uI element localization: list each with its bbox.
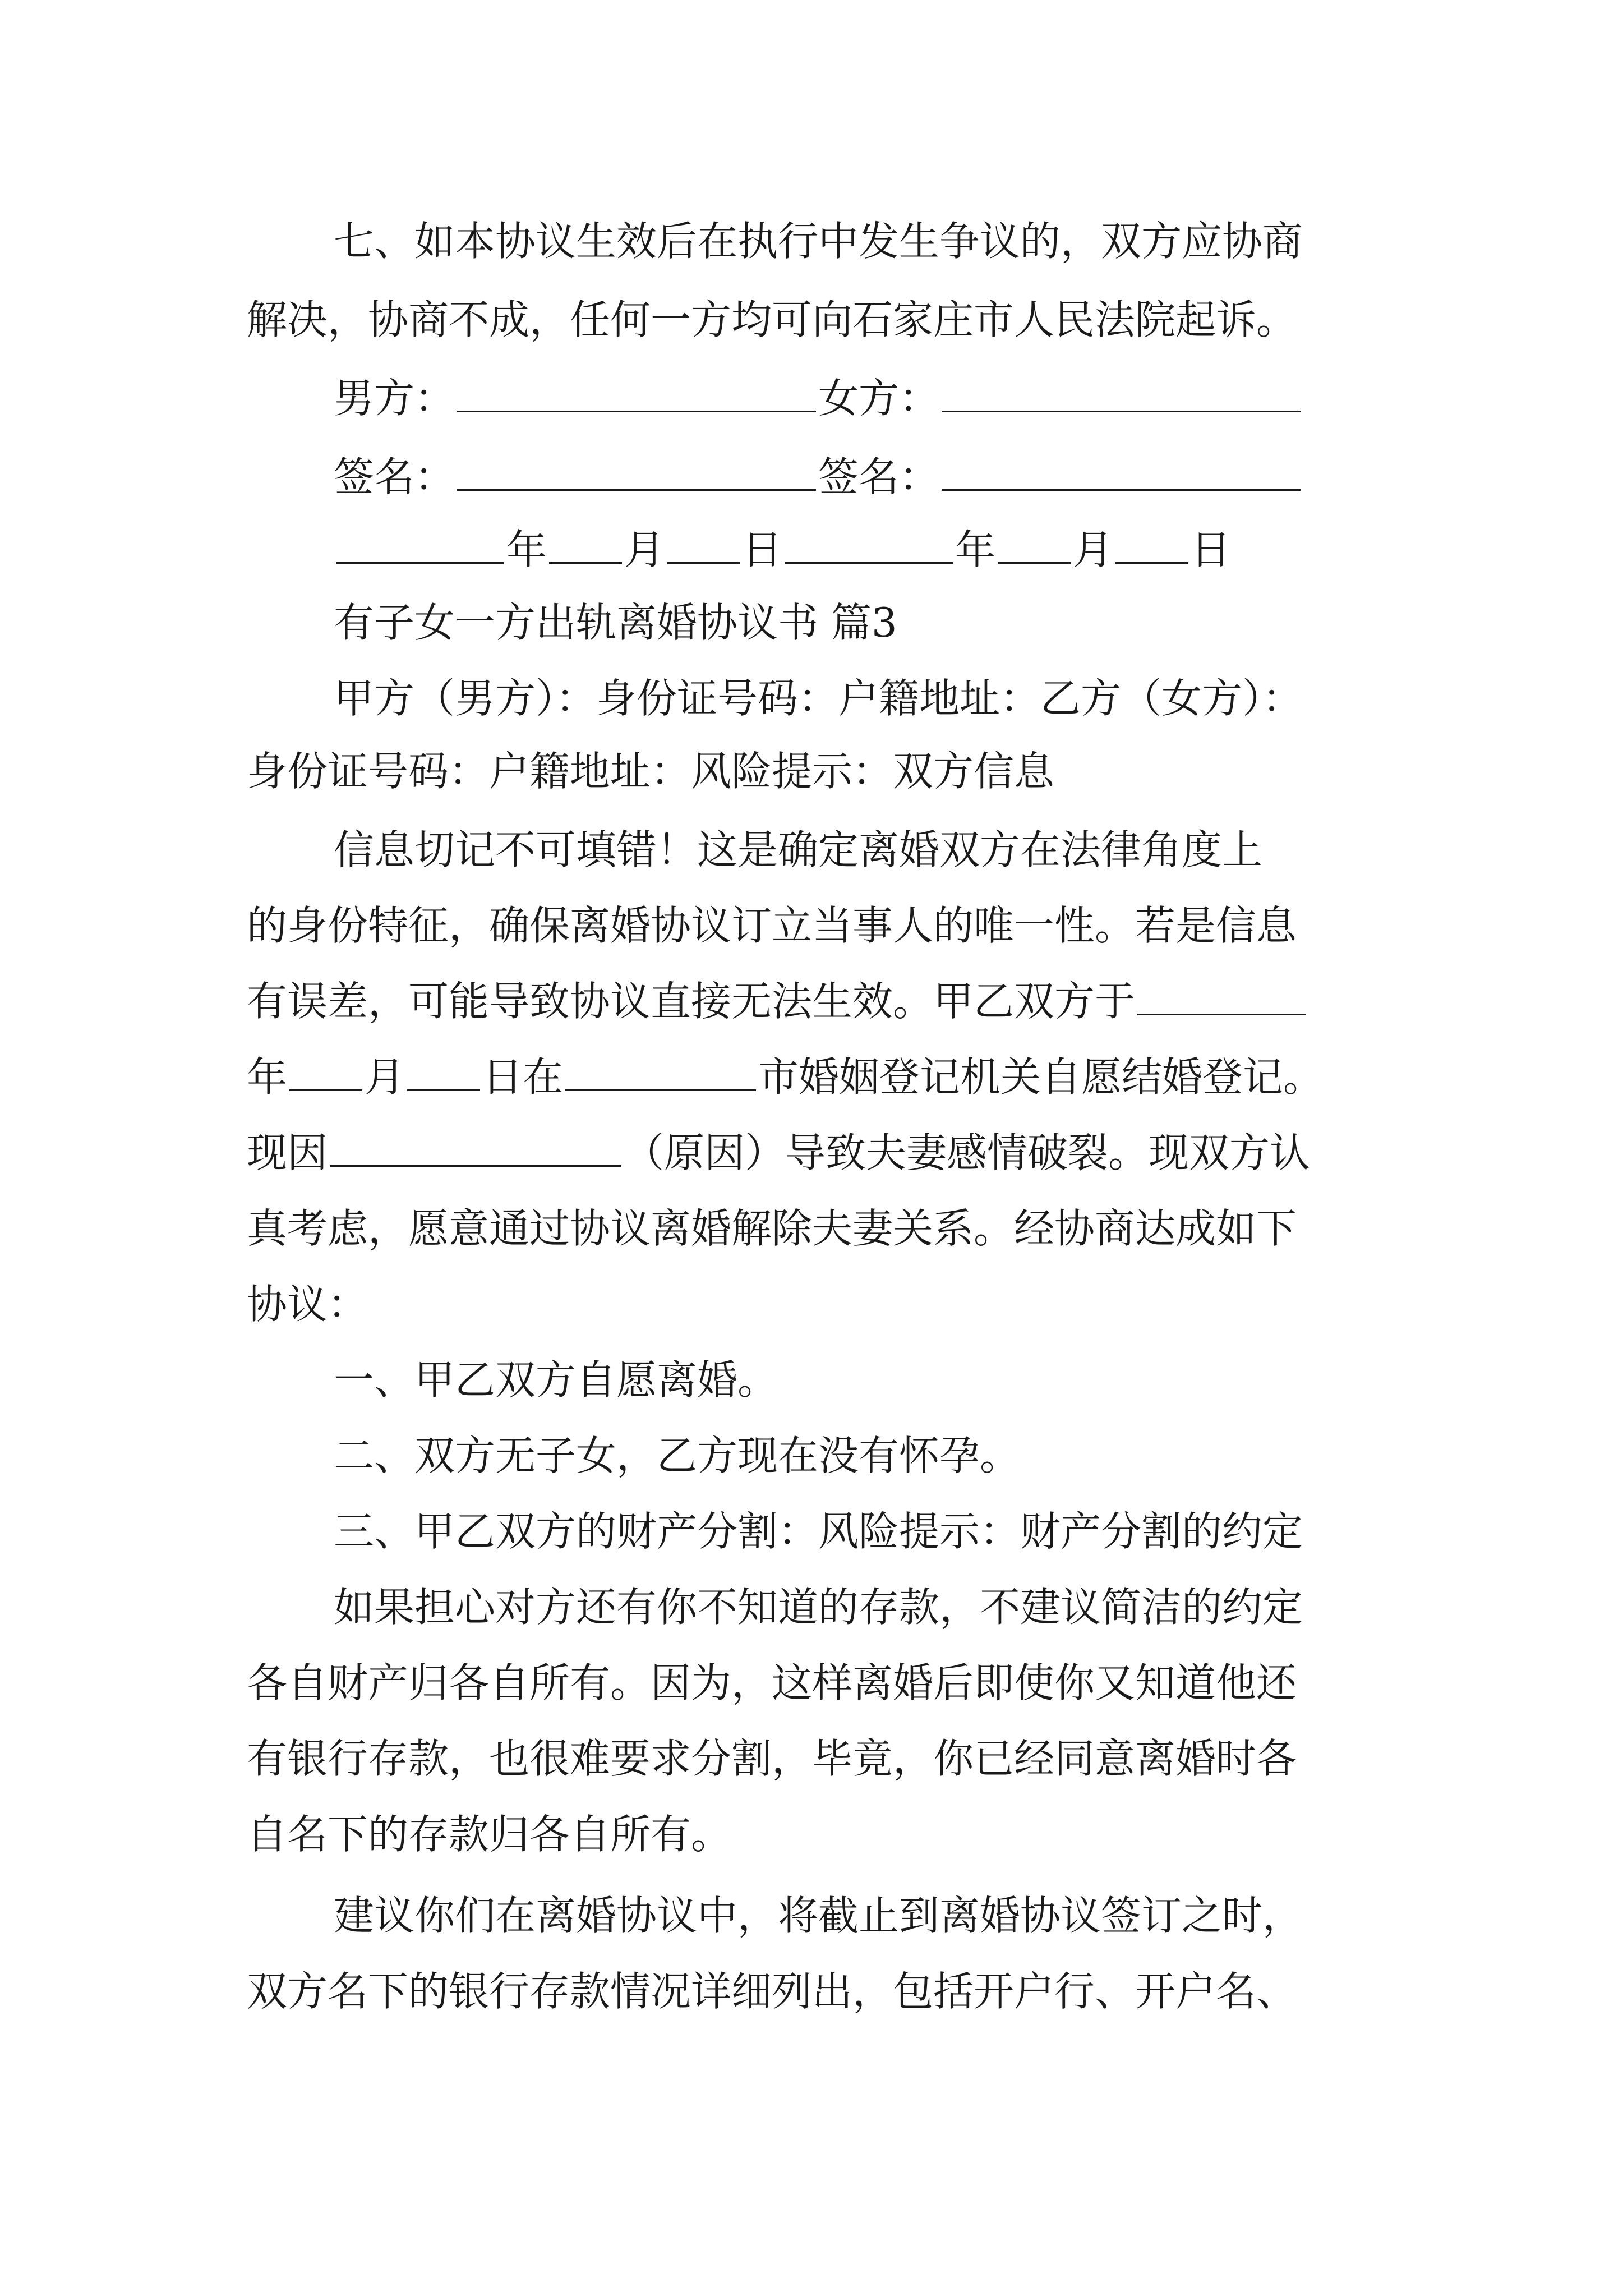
risk-line4: 自名下的存款归各自所有。	[247, 1811, 732, 1858]
suggestion-line1: 建议你们在离婚协议中，将截止到离婚协议签订之时，	[334, 1892, 1303, 1939]
date-row	[334, 522, 1231, 578]
info-line5-a: 现因	[247, 1129, 328, 1176]
female-label: 女方：	[818, 375, 940, 422]
sign-blank-1[interactable]	[457, 455, 816, 491]
day-2: 日	[1191, 526, 1232, 573]
female-blank[interactable]	[942, 377, 1301, 412]
day-blank-1[interactable]	[667, 528, 740, 564]
month-blank-2[interactable]	[998, 528, 1071, 564]
month-blank-1[interactable]	[549, 528, 622, 564]
male-blank[interactable]	[457, 377, 816, 412]
info-line3	[247, 973, 1308, 1029]
reason-blank[interactable]	[330, 1131, 621, 1167]
info-line6: 真考虑，愿意通过协议离婚解除夫妻关系。经协商达成如下	[247, 1205, 1297, 1252]
risk-line1: 如果担心对方还有你不知道的存款，不建议简洁的约定	[334, 1584, 1303, 1631]
month-1: 月	[624, 526, 665, 573]
year-blank-2[interactable]	[785, 528, 953, 564]
info-line4-year: 年	[247, 1053, 288, 1101]
sign-row	[334, 449, 1303, 505]
marriage-day-blank[interactable]	[407, 1056, 480, 1091]
year-2: 年	[955, 526, 996, 573]
risk-line3: 有银行存款，也很难要求分割，毕竟，你已经同意离婚时各	[247, 1735, 1297, 1782]
info-line2: 的身份特征，确保离婚协议订立当事人的唯一性。若是信息	[247, 902, 1297, 949]
risk-line2: 各自财产归各自所有。因为，这样离婚后即使你又知道他还	[247, 1659, 1297, 1706]
info-line5	[247, 1125, 1310, 1181]
info-line3-text: 有误差，可能导致协议直接无法生效。甲乙双方于	[247, 978, 1136, 1025]
marriage-year-blank[interactable]	[1137, 980, 1306, 1015]
info-line7: 协议：	[247, 1281, 368, 1328]
male-female-row	[334, 370, 1303, 426]
info-line4-month: 月	[365, 1053, 405, 1101]
month-2: 月	[1073, 526, 1114, 573]
male-label: 男方：	[334, 375, 455, 422]
info-line1: 信息切记不可填错！这是确定离婚双方在法律角度上	[334, 826, 1263, 873]
sign-label-2: 签名：	[818, 453, 940, 500]
info-line4	[247, 1049, 1324, 1105]
marriage-month-blank[interactable]	[289, 1056, 362, 1091]
city-blank[interactable]	[565, 1056, 756, 1091]
info-line4-day: 日在	[482, 1053, 564, 1101]
clause-1: 一、甲乙双方自愿离婚。	[334, 1356, 778, 1404]
clause7-line1: 七、如本协议生效后在执行中发生争议的，双方应协商	[334, 218, 1303, 265]
suggestion-line2: 双方名下的银行存款情况详细列出，包括开户行、开户名、	[247, 1968, 1297, 2015]
clause-2: 二、双方无子女，乙方现在没有怀孕。	[334, 1432, 1021, 1479]
parties-line2: 身份证号码：户籍地址：风险提示：双方信息	[247, 748, 1055, 795]
info-line4-rest: 市婚姻登记机关自愿结婚登记。	[758, 1053, 1324, 1101]
year-blank-1[interactable]	[336, 528, 504, 564]
sign-label-1: 签名：	[334, 453, 455, 500]
parties-line1: 甲方（男方）：身份证号码：户籍地址：乙方（女方）：	[334, 675, 1303, 722]
day-1: 日	[742, 526, 783, 573]
clause7-line2: 解决，协商不成，任何一方均可向石家庄市人民法院起诉。	[247, 296, 1297, 343]
info-line5-b: （原因）导致夫妻感情破裂。现双方认	[624, 1129, 1311, 1176]
day-blank-2[interactable]	[1115, 528, 1188, 564]
year-1: 年	[506, 526, 547, 573]
clause-3: 三、甲乙双方的财产分割：风险提示：财产分割的约定	[334, 1508, 1303, 1555]
sign-blank-2[interactable]	[942, 455, 1301, 491]
section-title: 有子女一方出轨离婚协议书 篇3	[334, 599, 897, 646]
